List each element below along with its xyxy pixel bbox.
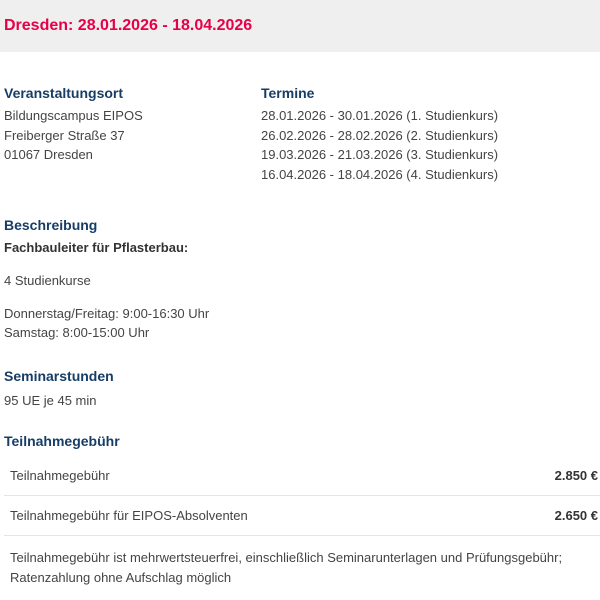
time-line: Donnerstag/Freitag: 9:00-16:30 Uhr xyxy=(4,305,210,321)
dates-heading: Termine xyxy=(261,85,315,101)
venue-line: 01067 Dresden xyxy=(4,147,93,162)
hours-value: 95 UE je 45 min xyxy=(4,392,97,408)
fees-section xyxy=(4,430,596,588)
date-item: 16.04.2026 - 18.04.2026 (4. Studienkurs) xyxy=(261,166,499,182)
fees-table xyxy=(4,456,600,536)
time-line: Samstag: 8:00-15:00 Uhr xyxy=(4,325,150,340)
fee-label: Teilnahmegebühr xyxy=(10,468,110,483)
date-item: 19.03.2026 - 21.03.2026 (3. Studienkurs) xyxy=(261,147,499,162)
event-title: Dresden: 28.01.2026 - 18.04.2026 xyxy=(4,17,253,34)
date-item: 28.01.2026 - 30.01.2026 (1. Studienkurs) xyxy=(261,108,499,123)
hours-heading: Seminarstunden xyxy=(4,367,114,384)
hours-section xyxy=(4,365,596,411)
fee-price: 2.650 € xyxy=(554,508,598,523)
description-subtitle: Fachbauleiter für Pflasterbau: xyxy=(4,240,189,255)
venue-line: Freiberger Straße 37 xyxy=(4,127,125,143)
course-times xyxy=(4,304,596,343)
fee-label: Teilnahmegebühr für EIPOS-Absolventen xyxy=(10,508,248,523)
venue-line: Bildungscampus EIPOS xyxy=(4,108,143,123)
dates-section xyxy=(261,82,498,184)
venue-address xyxy=(4,106,143,165)
event-details xyxy=(0,82,600,588)
fee-row xyxy=(4,496,600,536)
course-count: 4 Studienkurse xyxy=(4,273,91,288)
dates-list xyxy=(261,106,498,184)
fees-note xyxy=(4,548,596,588)
date-item: 26.02.2026 - 28.02.2026 (2. Studienkurs) xyxy=(261,127,499,143)
venue-heading: Veranstaltungsort xyxy=(4,85,124,101)
fee-price: 2.850 € xyxy=(554,468,598,483)
note-line: Ratenzahlung ohne Aufschlag möglich xyxy=(10,570,232,585)
fee-row xyxy=(4,456,600,496)
venue-section xyxy=(4,82,143,165)
venue-and-dates xyxy=(4,82,596,192)
fees-heading: Teilnahmegebühr xyxy=(4,433,120,449)
note-line: Teilnahmegebühr ist mehrwertsteuerfrei, einschließlich Seminarunterlagen und Prüfungsgebühr; xyxy=(10,550,563,565)
description-section xyxy=(4,214,596,343)
event-header xyxy=(0,0,600,52)
description-heading: Beschreibung xyxy=(4,217,98,233)
